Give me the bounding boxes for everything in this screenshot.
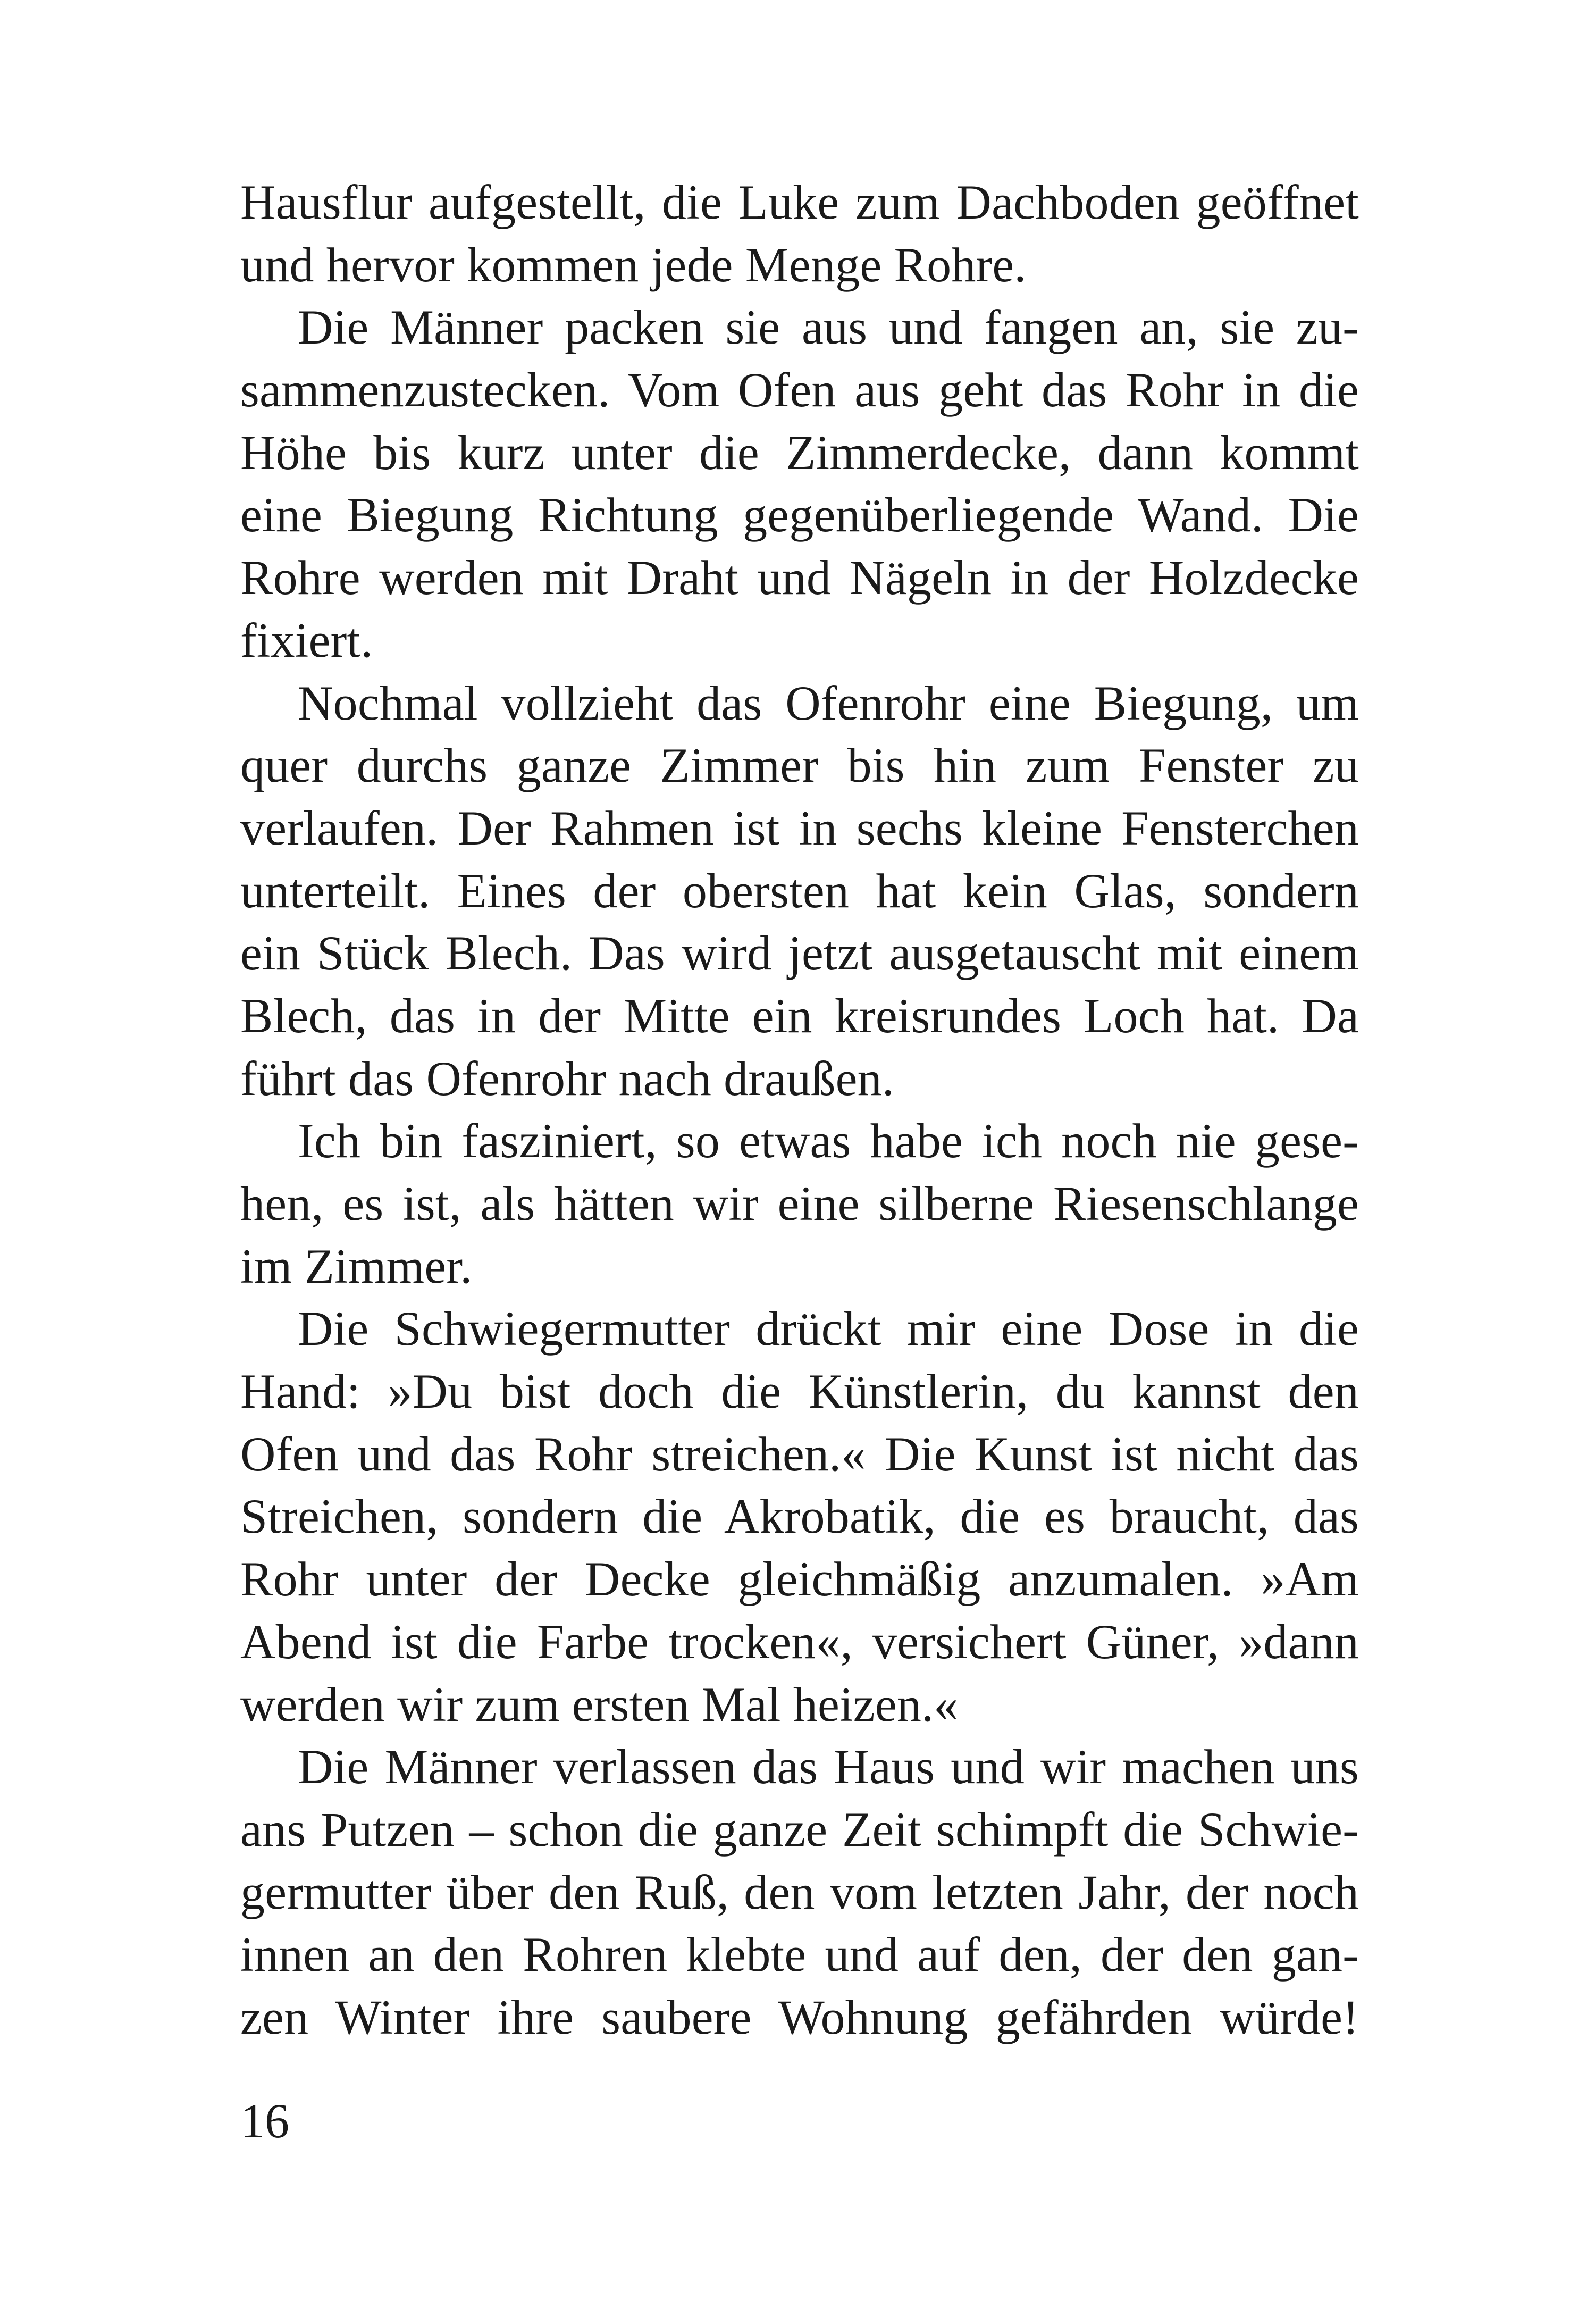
text-line: zen Winter ihre saubere Wohnung gefährden würde!: [240, 1989, 1359, 2044]
text-line: quer durchs ganze Zimmer bis hin zum Fenster zu: [240, 738, 1359, 793]
text-line: ans Putzen – schon die ganze Zeit schimpft die Schwie-: [240, 1802, 1359, 1857]
text-line: und hervor kommen jede Menge Rohre.: [240, 237, 1027, 292]
text-line: führt das Ofenrohr nach draußen.: [240, 1051, 895, 1106]
text-line: werden wir zum ersten Mal heizen.«: [240, 1677, 959, 1732]
text-line: innen an den Rohren klebte und auf den, der den gan-: [240, 1927, 1359, 1982]
text-line: Die Männer verlassen das Haus und wir machen uns: [298, 1740, 1359, 1794]
text-line: Hand: »Du bist doch die Künstlerin, du kannst den: [240, 1364, 1359, 1419]
text-line: Ofen und das Rohr streichen.« Die Kunst ist nicht das: [240, 1426, 1359, 1481]
text-line: Die Schwiegermutter drückt mir eine Dose in die: [298, 1301, 1359, 1356]
text-line: hen, es ist, als hätten wir eine silberne Riesenschlange: [240, 1176, 1359, 1231]
text-line: Ich bin fasziniert, so etwas habe ich noch nie gese-: [298, 1114, 1359, 1168]
text-line: im Zimmer.: [240, 1239, 473, 1293]
text-line: germutter über den Ruß, den vom letzten Jahr, der noch: [240, 1865, 1359, 1919]
text-line: eine Biegung Richtung gegenüberliegende Wand. Die: [240, 488, 1359, 542]
text-line: sammenzustecken. Vom Ofen aus geht das Rohr in die: [240, 363, 1359, 417]
text-line: Höhe bis kurz unter die Zimmerdecke, dann kommt: [240, 425, 1359, 480]
text-line: Streichen, sondern die Akrobatik, die es braucht, das: [240, 1489, 1359, 1544]
text-line: Die Männer packen sie aus und fangen an, sie zu-: [298, 300, 1359, 355]
text-line: Blech, das in der Mitte ein kreisrundes Loch hat. Da: [240, 988, 1359, 1043]
text-line: verlaufen. Der Rahmen ist in sechs kleine Fensterchen: [240, 800, 1359, 855]
page-number: 16: [240, 2094, 289, 2148]
text-line: Abend ist die Farbe trocken«, versichert Güner, »dann: [240, 1614, 1359, 1669]
text-line: Rohre werden mit Draht und Nägeln in der Holzdecke: [240, 550, 1359, 605]
text-line: fixiert.: [240, 613, 373, 667]
text-line: Nochmal vollzieht das Ofenrohr eine Biegung, um: [298, 675, 1359, 730]
body-text: [240, 171, 1359, 2049]
text-line: Rohr unter der Decke gleichmäßig anzumalen. »Am: [240, 1552, 1359, 1607]
text-line: ein Stück Blech. Das wird jetzt ausgetauscht mit einem: [240, 926, 1359, 981]
text-line: Hausflur aufgestellt, die Luke zum Dachboden geöffnet: [240, 175, 1359, 229]
text-line: unterteilt. Eines der obersten hat kein Glas, sondern: [240, 863, 1359, 918]
